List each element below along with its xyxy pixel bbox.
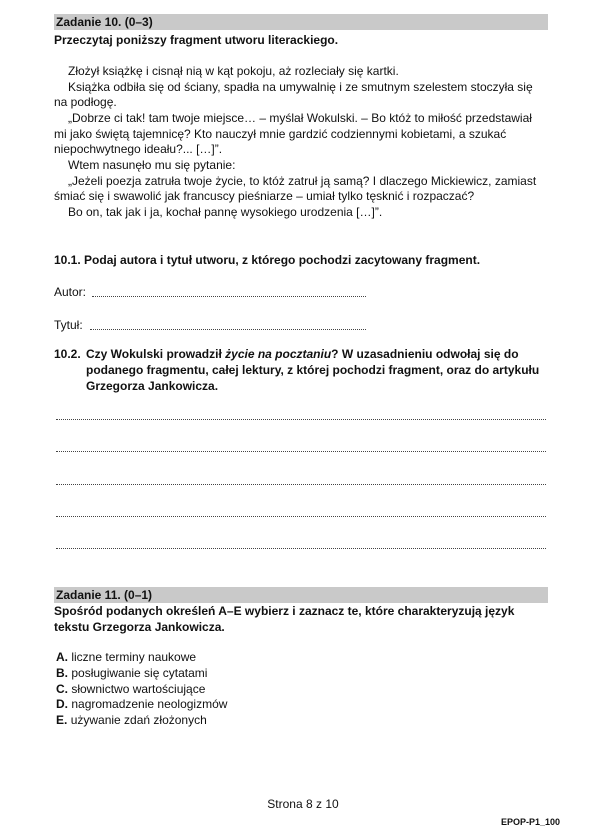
question-10-2-prompt: Czy Wokulski prowadził życie na pocztaniu? W uzasadnieniu odwołaj się do bbox=[86, 347, 519, 361]
option-b[interactable]: B. posługiwanie się cytatami bbox=[56, 666, 208, 680]
passage-line: mi jako świętą tajemnicę? Kto nauczył mnie gardzić codziennymi kobietami, a szukać bbox=[54, 127, 507, 141]
question-10-2-prompt-line: podanego fragmentu, całej lektury, z której pochodzi fragment, oraz do artykułu bbox=[86, 363, 540, 377]
question-10-2-prompt-line: Grzegorza Jankowicza. bbox=[86, 379, 219, 393]
option-c[interactable]: C. słownictwo wartościujące bbox=[56, 682, 206, 696]
author-answer-line[interactable] bbox=[92, 296, 366, 297]
task-11-header: Zadanie 11. (0–1) bbox=[54, 587, 548, 603]
answer-line[interactable] bbox=[56, 419, 546, 420]
task-10-instruction: Przeczytaj poniższy fragment utworu literackiego. bbox=[54, 33, 339, 47]
task-11-instruction-line: tekstu Grzegorza Jankowicza. bbox=[54, 620, 225, 634]
option-d[interactable]: D. nagromadzenie neologizmów bbox=[56, 697, 228, 711]
page-number: Strona 8 z 10 bbox=[267, 797, 339, 811]
answer-line[interactable] bbox=[56, 484, 546, 485]
option-a[interactable]: A. liczne terminy naukowe bbox=[56, 650, 197, 664]
option-e[interactable]: E. używanie zdań złożonych bbox=[56, 713, 207, 727]
author-label: Autor: bbox=[54, 285, 87, 299]
answer-line[interactable] bbox=[56, 451, 546, 452]
passage-line: niepochwytnego ideału?... […]”. bbox=[54, 142, 223, 156]
task-11-instruction: Spośród podanych określeń A–E wybierz i zaznacz te, które charakteryzują język bbox=[54, 604, 515, 618]
passage-line: „Jeżeli poezja zatruła twoje życie, to któż zatruł ją samą? I dlaczego Mickiewicz, zamiast bbox=[68, 174, 537, 188]
passage-line: śmiać się i swawolić jak francuscy pieśniarze – umiał tylko tęsknić i rozpaczać? bbox=[54, 189, 475, 203]
answer-line[interactable] bbox=[56, 548, 546, 549]
passage-line: na podłogę. bbox=[54, 95, 117, 109]
answer-line[interactable] bbox=[56, 516, 546, 517]
title-label: Tytuł: bbox=[54, 318, 83, 332]
passage-line: Książka odbiła się od ściany, spadła na umywalnię i ze smutnym szelestem stoczyła się bbox=[68, 80, 533, 94]
question-10-2-number: 10.2. bbox=[54, 347, 81, 361]
question-10-1-prompt: 10.1. Podaj autora i tytuł utworu, z którego pochodzi zacytowany fragment. bbox=[54, 253, 481, 267]
task-10-header: Zadanie 10. (0–3) bbox=[54, 14, 548, 30]
exam-code: EPOP-P1_100 bbox=[500, 817, 560, 827]
passage-line: Bo on, tak jak i ja, kochał pannę wysokiego urodzenia […]”. bbox=[68, 205, 383, 219]
passage-line: Wtem nasunęło mu się pytanie: bbox=[68, 158, 236, 172]
passage-line: Złożył książkę i cisnął nią w kąt pokoju, aż rozleciały się kartki. bbox=[68, 64, 399, 78]
passage-line: „Dobrze ci tak! tam twoje miejsce… – myślał Wokulski. – Bo któż to miłość przedstawiał bbox=[68, 111, 532, 125]
title-answer-line[interactable] bbox=[90, 329, 366, 330]
